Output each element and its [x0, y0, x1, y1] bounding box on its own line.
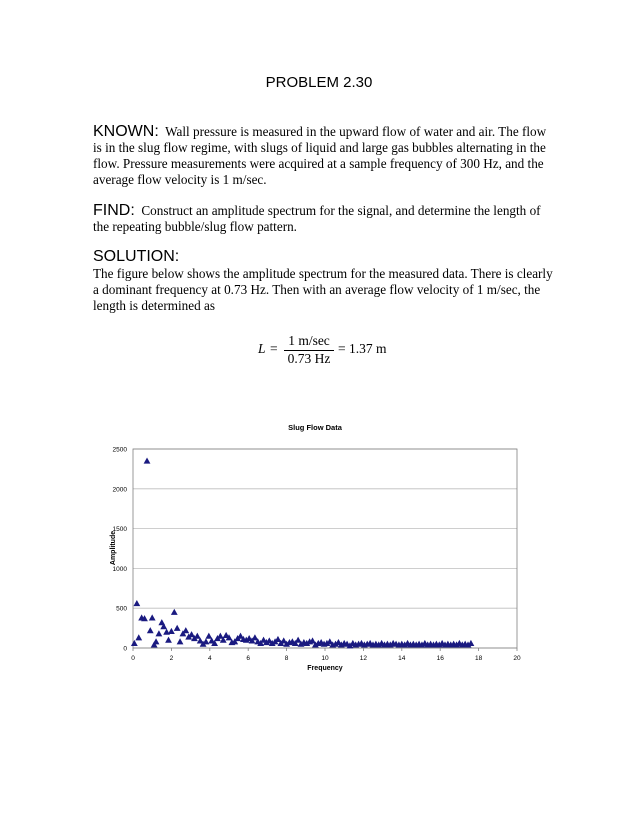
y-tick-label: 500: [116, 605, 127, 613]
x-tick-label: 18: [474, 655, 483, 662]
data-point: [165, 637, 172, 643]
y-tick-label: 0: [123, 645, 127, 653]
data-point: [144, 458, 151, 464]
plot-area-border: [133, 449, 517, 648]
data-point: [168, 628, 175, 634]
y-tick-label: 1000: [112, 565, 127, 573]
y-tick-label: 2000: [112, 486, 127, 494]
x-tick-label: 14: [398, 655, 406, 662]
data-point: [194, 633, 201, 639]
find-heading: FIND:: [93, 202, 135, 219]
data-point: [149, 614, 156, 620]
x-tick-label: 8: [284, 655, 289, 662]
x-tick-label: 0: [131, 655, 135, 662]
data-point: [147, 627, 154, 633]
equation-lhs: L: [258, 341, 266, 356]
data-point: [135, 634, 142, 640]
x-tick-label: 2: [169, 655, 174, 662]
x-tick-label: 16: [436, 655, 444, 662]
data-point: [205, 633, 212, 639]
data-point: [133, 600, 140, 606]
chart-title: Slug Flow Data: [288, 423, 342, 432]
x-tick-label: 20: [513, 655, 521, 662]
equation-denominator: 0.73 Hz: [287, 351, 331, 366]
known-text: Wall pressure is measured in the upward flow of water and air. The flow is in the slug flow regime, with slugs of liquid and large gas bubbles alternating in the flow. Pressure measurements were acquired at a sample frequency of 300 Hz, and the average flow velocity is 1 m/sec.: [93, 124, 547, 187]
data-point: [171, 609, 178, 615]
data-point: [174, 625, 181, 631]
data-point: [177, 638, 184, 644]
known-heading: KNOWN:: [93, 123, 159, 140]
y-tick-label: 2500: [112, 446, 127, 454]
x-tick-label: 4: [207, 655, 212, 662]
solution-heading: SOLUTION:: [93, 248, 180, 265]
solution-text: The figure below shows the amplitude spectrum for the measured data. There is clearly a dominant frequency at 0.73 Hz. Then with an average flow velocity of 1 m/sec, the length is determined as: [93, 266, 553, 313]
find-text: Construct an amplitude spectrum for the signal, and determine the length of the repeating bubble/slug flow pattern.: [93, 203, 541, 234]
equation-result: = 1.37 m: [338, 341, 387, 356]
y-tick-label: 1500: [112, 526, 127, 534]
x-axis-label: Frequency: [307, 665, 343, 672]
x-tick-label: 10: [321, 655, 329, 662]
y-axis-label: Amplitude: [110, 530, 117, 566]
x-tick-label: 12: [359, 655, 368, 662]
data-point: [156, 630, 163, 636]
data-point: [203, 638, 210, 644]
data-point: [131, 640, 138, 646]
equation-numerator: 1 m/sec: [288, 333, 330, 348]
equation-equals: =: [270, 341, 278, 356]
data-point: [153, 638, 160, 644]
data-point: [182, 627, 189, 633]
x-tick-label: 6: [246, 655, 251, 662]
problem-title: PROBLEM 2.30: [265, 74, 373, 91]
